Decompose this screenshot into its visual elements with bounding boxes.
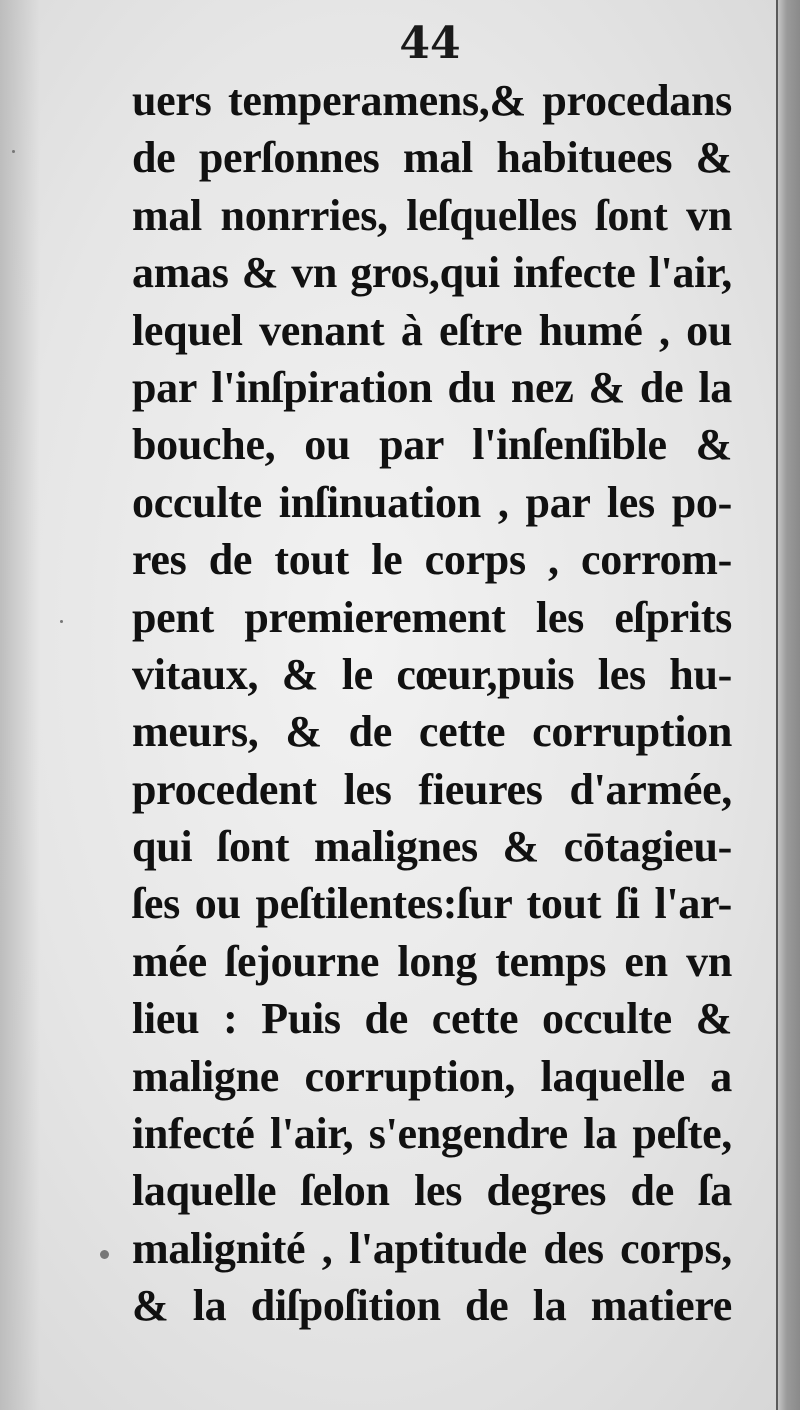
text-line: meurs, & de cette corruption bbox=[132, 707, 732, 757]
text-line: & la diſpoſition de la matiere bbox=[132, 1281, 732, 1331]
gutter-line bbox=[776, 0, 778, 1410]
text-line: res de tout le corps , corrom- bbox=[132, 535, 732, 585]
text-line: occulte inſinuation , par les po- bbox=[132, 477, 732, 527]
book-gutter bbox=[776, 0, 800, 1410]
ink-speck bbox=[60, 620, 63, 623]
text-line: lequel venant à eſtre humé , ou bbox=[132, 305, 732, 355]
ink-speck bbox=[12, 150, 15, 153]
text-line: malignité , l'aptitude des corps, bbox=[132, 1223, 732, 1273]
text-line: qui ſont malignes & cōtagieu- bbox=[132, 822, 732, 872]
text-line: pent premierement les eſprits bbox=[132, 592, 732, 642]
body-text bbox=[132, 72, 732, 1335]
text-line: uers temperamens,& procedans bbox=[132, 76, 732, 125]
text-line: bouche, ou par l'inſenſible & bbox=[132, 420, 732, 470]
text-line: lieu : Puis de cette occulte & bbox=[132, 994, 732, 1044]
page-number: 44 bbox=[399, 18, 461, 69]
text-line: mée ſejourne long temps en vn bbox=[132, 936, 732, 986]
text-line: mal nonrries, leſquelles ſont vn bbox=[132, 190, 732, 240]
text-line: infecté l'air, s'engendre la peſte, bbox=[132, 1109, 732, 1159]
text-line: vitaux, & le cœur,puis les hu- bbox=[132, 649, 732, 699]
text-line: maligne corruption, laquelle a bbox=[132, 1051, 732, 1101]
text-line: ſes ou peſtilentes:ſur tout ſi l'ar- bbox=[132, 879, 732, 929]
text-line: de perſonnes mal habituees & bbox=[132, 133, 732, 183]
text-line: laquelle ſelon les degres de ſa bbox=[132, 1166, 732, 1216]
text-line: amas & vn gros,qui infecte l'air, bbox=[132, 248, 732, 298]
page-edge-shadow bbox=[0, 0, 40, 1410]
ink-speck bbox=[100, 1250, 109, 1259]
text-line: procedent les fieures d'armée, bbox=[132, 764, 732, 814]
text-line: par l'inſpiration du nez & de la bbox=[132, 362, 732, 412]
